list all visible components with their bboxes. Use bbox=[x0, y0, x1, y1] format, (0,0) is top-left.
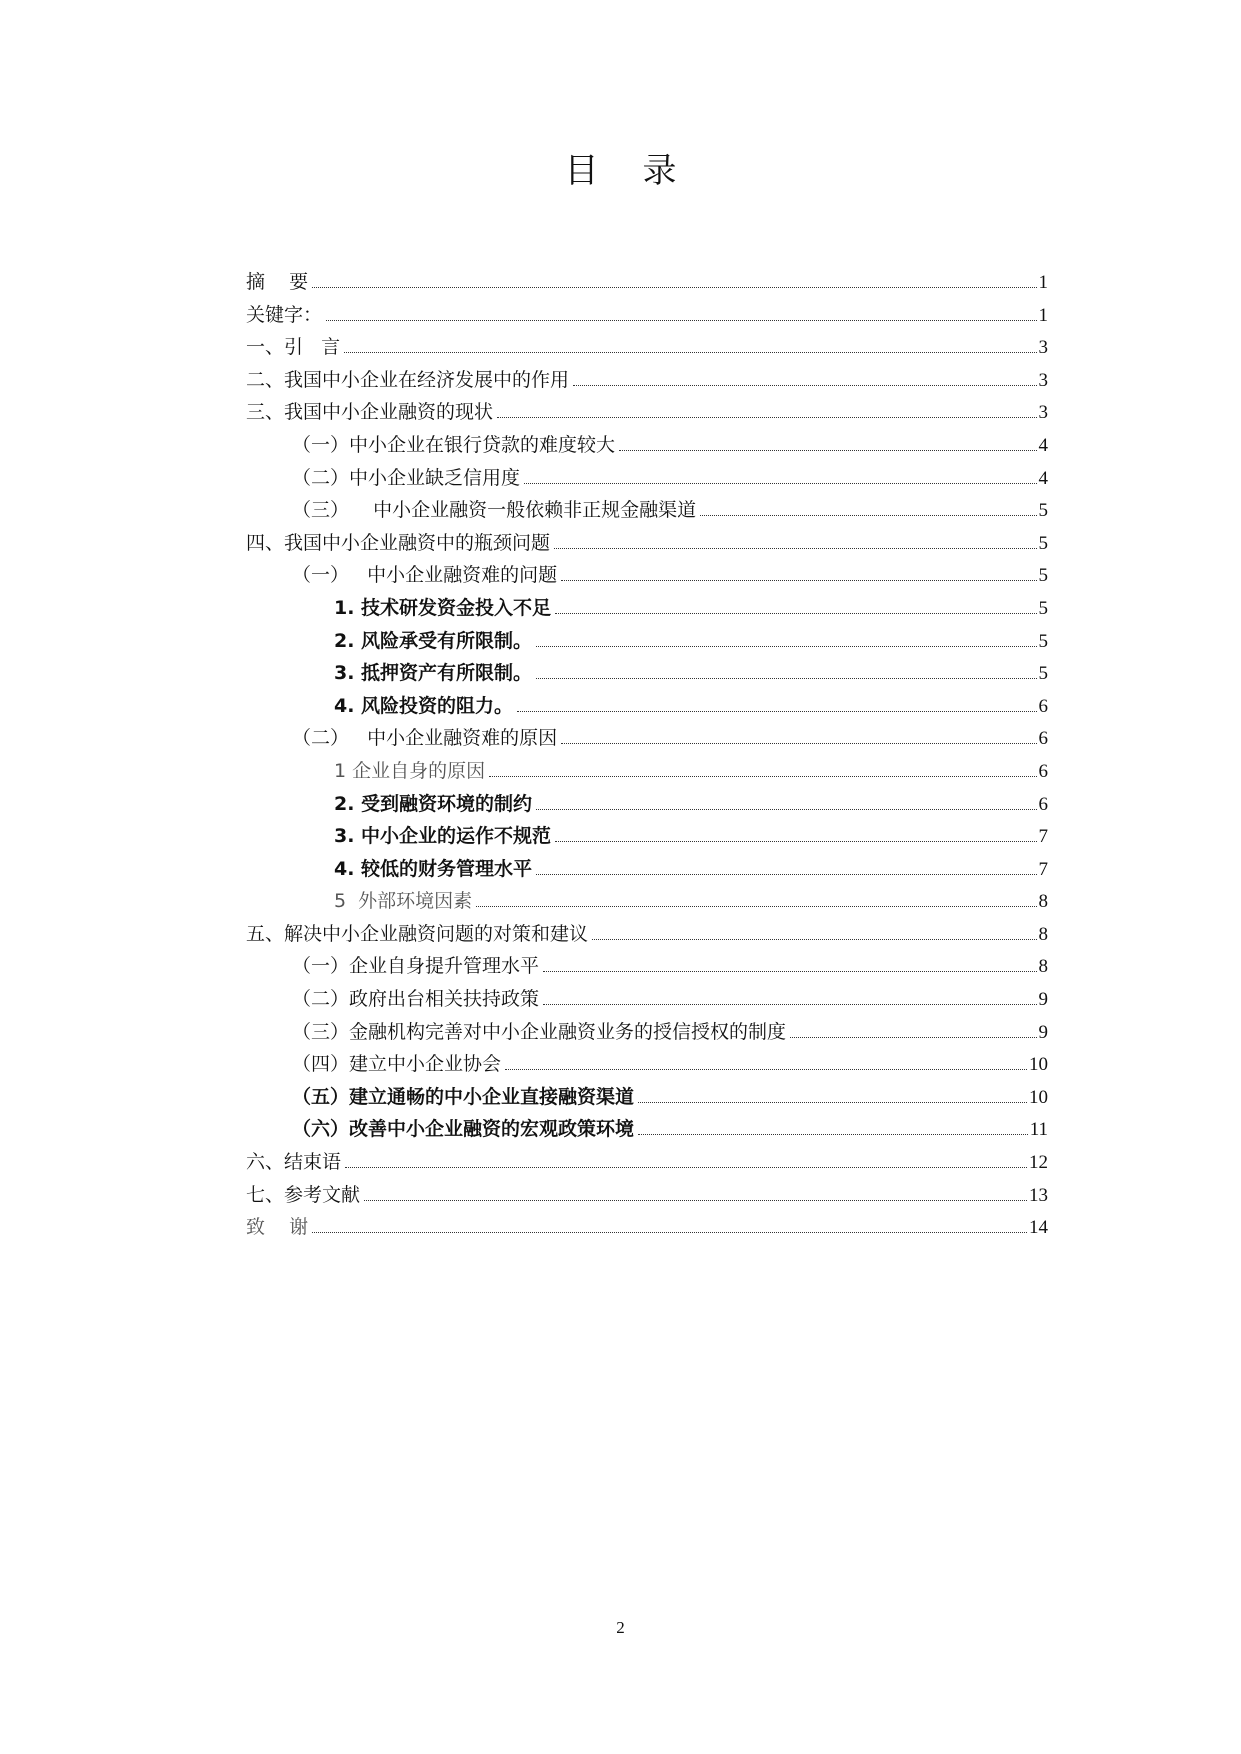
toc-entry-page-number: 9 bbox=[1038, 989, 1048, 1011]
toc-entry[interactable] bbox=[246, 1113, 1048, 1146]
toc-entry-label: 五、解决中小企业融资问题的对策和建议 bbox=[246, 922, 589, 945]
toc-dot-leader bbox=[536, 646, 1036, 647]
toc-entry-page-number: 8 bbox=[1038, 923, 1048, 945]
toc-entry-page-number: 5 bbox=[1038, 565, 1048, 587]
toc-dot-leader bbox=[364, 1200, 1027, 1201]
toc-entry-page-number: 6 bbox=[1038, 793, 1048, 815]
toc-entry-page-number: 3 bbox=[1038, 337, 1048, 359]
toc-entry-label: （三） 中小企业融资一般依赖非正规金融渠道 bbox=[292, 499, 697, 522]
toc-entry-label: 3. 抵押资产有所限制。 bbox=[334, 662, 533, 685]
toc-entry-label: 致 谢 bbox=[246, 1216, 309, 1239]
footer-page-number: 2 bbox=[616, 1618, 625, 1637]
toc-entry-label: 1. 技术研发资金投入不足 bbox=[334, 596, 552, 619]
toc-entry-label: （五）建立通畅的中小企业直接融资渠道 bbox=[292, 1085, 635, 1108]
toc-dot-leader bbox=[561, 743, 1036, 744]
toc-dot-leader bbox=[561, 580, 1036, 581]
toc-entry-page-number: 3 bbox=[1038, 369, 1048, 391]
toc-entry[interactable] bbox=[246, 657, 1048, 690]
toc-entry-page-number: 5 bbox=[1038, 532, 1048, 554]
toc-entry[interactable] bbox=[246, 462, 1048, 495]
toc-entry-label: 摘 要 bbox=[246, 271, 309, 293]
toc-entry-label: 2. 风险承受有所限制。 bbox=[334, 629, 533, 652]
toc-entry-label: （四）建立中小企业协会 bbox=[292, 1053, 502, 1076]
page-title: 目录 bbox=[564, 151, 721, 191]
toc-entry[interactable] bbox=[246, 918, 1048, 951]
toc-entry-label: 四、我国中小企业融资中的瓶颈问题 bbox=[246, 531, 551, 554]
toc-dot-leader bbox=[790, 1037, 1036, 1038]
toc-entry[interactable] bbox=[246, 722, 1048, 755]
toc-entry[interactable] bbox=[246, 950, 1048, 983]
toc-entry-page-number: 6 bbox=[1038, 728, 1048, 750]
toc-entry[interactable] bbox=[246, 690, 1048, 723]
toc-entry-page-number: 5 bbox=[1038, 500, 1048, 522]
toc-dot-leader bbox=[536, 809, 1036, 810]
toc-dot-leader bbox=[638, 1102, 1027, 1103]
toc-entry-label: （一）企业自身提升管理水平 bbox=[292, 955, 540, 978]
toc-entry-page-number: 8 bbox=[1038, 891, 1048, 913]
toc-dot-leader bbox=[592, 939, 1036, 940]
toc-entry[interactable] bbox=[246, 820, 1048, 853]
toc-dot-leader bbox=[312, 1232, 1027, 1233]
toc-entry-label: （一）中小企业在银行贷款的难度较大 bbox=[292, 433, 616, 456]
toc-entry-label: 七、参考文献 bbox=[246, 1183, 361, 1206]
toc-entry-label: （二）中小企业缺乏信用度 bbox=[292, 466, 521, 489]
toc-entry-label: 2. 受到融资环境的制约 bbox=[334, 792, 533, 815]
table-of-contents bbox=[246, 266, 1048, 1244]
toc-entry-label: 5 外部环境因素 bbox=[334, 890, 473, 913]
toc-entry-label: 3. 中小企业的运作不规范 bbox=[334, 825, 552, 848]
toc-entry[interactable] bbox=[246, 885, 1048, 918]
toc-entry[interactable] bbox=[246, 364, 1048, 397]
toc-dot-leader bbox=[555, 613, 1036, 614]
toc-entry-label: 一、引 言 bbox=[246, 336, 341, 359]
toc-entry[interactable] bbox=[246, 983, 1048, 1016]
toc-entry-label: （二） 中小企业融资难的原因 bbox=[292, 727, 558, 750]
toc-dot-leader bbox=[326, 320, 1036, 321]
toc-entry[interactable] bbox=[246, 853, 1048, 886]
toc-entry-page-number: 3 bbox=[1038, 402, 1048, 424]
toc-entry-label: （二）政府出台相关扶持政策 bbox=[292, 988, 540, 1011]
toc-entry-page-number: 1 bbox=[1038, 272, 1048, 293]
toc-entry-label: （一） 中小企业融资难的问题 bbox=[292, 564, 558, 587]
toc-entry[interactable] bbox=[246, 494, 1048, 527]
toc-entry[interactable] bbox=[246, 559, 1048, 592]
toc-dot-leader bbox=[543, 1004, 1036, 1005]
toc-dot-leader bbox=[543, 971, 1036, 972]
toc-entry[interactable] bbox=[246, 788, 1048, 821]
toc-entry[interactable] bbox=[246, 396, 1048, 429]
toc-dot-leader bbox=[573, 385, 1036, 386]
toc-entry-page-number: 5 bbox=[1038, 630, 1048, 652]
toc-entry-label: 三、我国中小企业融资的现状 bbox=[246, 401, 494, 424]
toc-entry-page-number: 6 bbox=[1038, 760, 1048, 782]
toc-entry-page-number: 6 bbox=[1038, 695, 1048, 717]
toc-dot-leader bbox=[489, 776, 1036, 777]
toc-dot-leader bbox=[619, 450, 1036, 451]
toc-dot-leader bbox=[700, 515, 1036, 516]
toc-entry-page-number: 8 bbox=[1038, 956, 1048, 978]
toc-dot-leader bbox=[536, 678, 1036, 679]
toc-entry[interactable] bbox=[246, 1146, 1048, 1179]
toc-dot-leader bbox=[536, 874, 1036, 875]
toc-dot-leader bbox=[345, 1167, 1027, 1168]
toc-entry-label: 二、我国中小企业在经济发展中的作用 bbox=[246, 368, 570, 391]
toc-entry[interactable] bbox=[246, 1081, 1048, 1114]
toc-dot-leader bbox=[524, 483, 1036, 484]
toc-entry-page-number: 7 bbox=[1038, 858, 1048, 880]
toc-entry[interactable] bbox=[246, 1211, 1048, 1244]
toc-entry[interactable] bbox=[246, 1179, 1048, 1212]
toc-entry[interactable] bbox=[246, 299, 1048, 332]
toc-entry-page-number: 5 bbox=[1038, 663, 1048, 685]
toc-entry-page-number: 7 bbox=[1038, 826, 1048, 848]
toc-dot-leader bbox=[476, 906, 1036, 907]
toc-entry[interactable] bbox=[246, 266, 1048, 299]
toc-dot-leader bbox=[497, 417, 1036, 418]
toc-entry-label: （六）改善中小企业融资的宏观政策环境 bbox=[292, 1118, 635, 1141]
toc-entry[interactable] bbox=[246, 592, 1048, 625]
toc-entry[interactable] bbox=[246, 331, 1048, 364]
toc-entry-page-number: 1 bbox=[1038, 304, 1048, 326]
toc-entry[interactable] bbox=[246, 625, 1048, 658]
toc-dot-leader bbox=[555, 841, 1036, 842]
toc-entry-page-number: 4 bbox=[1038, 434, 1048, 456]
toc-entry-page-number: 14 bbox=[1029, 1217, 1048, 1239]
toc-entry-page-number: 12 bbox=[1029, 1152, 1048, 1174]
toc-entry-page-number: 11 bbox=[1029, 1119, 1048, 1141]
toc-entry-page-number: 13 bbox=[1029, 1184, 1048, 1206]
toc-entry-page-number: 10 bbox=[1029, 1086, 1048, 1108]
toc-dot-leader bbox=[344, 352, 1036, 353]
toc-entry[interactable] bbox=[246, 755, 1048, 788]
toc-entry-label: 关键字： bbox=[246, 303, 323, 326]
toc-entry-label: （三）金融机构完善对中小企业融资业务的授信授权的制度 bbox=[292, 1020, 787, 1043]
toc-entry-label: 1 企业自身的原因 bbox=[334, 759, 486, 782]
toc-entry-page-number: 5 bbox=[1038, 597, 1048, 619]
toc-dot-leader bbox=[517, 711, 1036, 712]
toc-entry[interactable] bbox=[246, 1048, 1048, 1081]
toc-entry-page-number: 4 bbox=[1038, 467, 1048, 489]
toc-dot-leader bbox=[505, 1069, 1027, 1070]
toc-dot-leader bbox=[312, 287, 1036, 288]
toc-entry-page-number: 10 bbox=[1029, 1054, 1048, 1076]
toc-entry[interactable] bbox=[246, 527, 1048, 560]
toc-dot-leader bbox=[554, 548, 1036, 549]
toc-dot-leader bbox=[638, 1134, 1028, 1135]
toc-entry-label: 六、结束语 bbox=[246, 1151, 342, 1174]
toc-entry[interactable] bbox=[246, 1016, 1048, 1049]
toc-entry-page-number: 9 bbox=[1038, 1021, 1048, 1043]
toc-entry-label: 4. 风险投资的阻力。 bbox=[334, 694, 514, 717]
toc-entry-label: 4. 较低的财务管理水平 bbox=[334, 857, 533, 880]
toc-entry[interactable] bbox=[246, 429, 1048, 462]
